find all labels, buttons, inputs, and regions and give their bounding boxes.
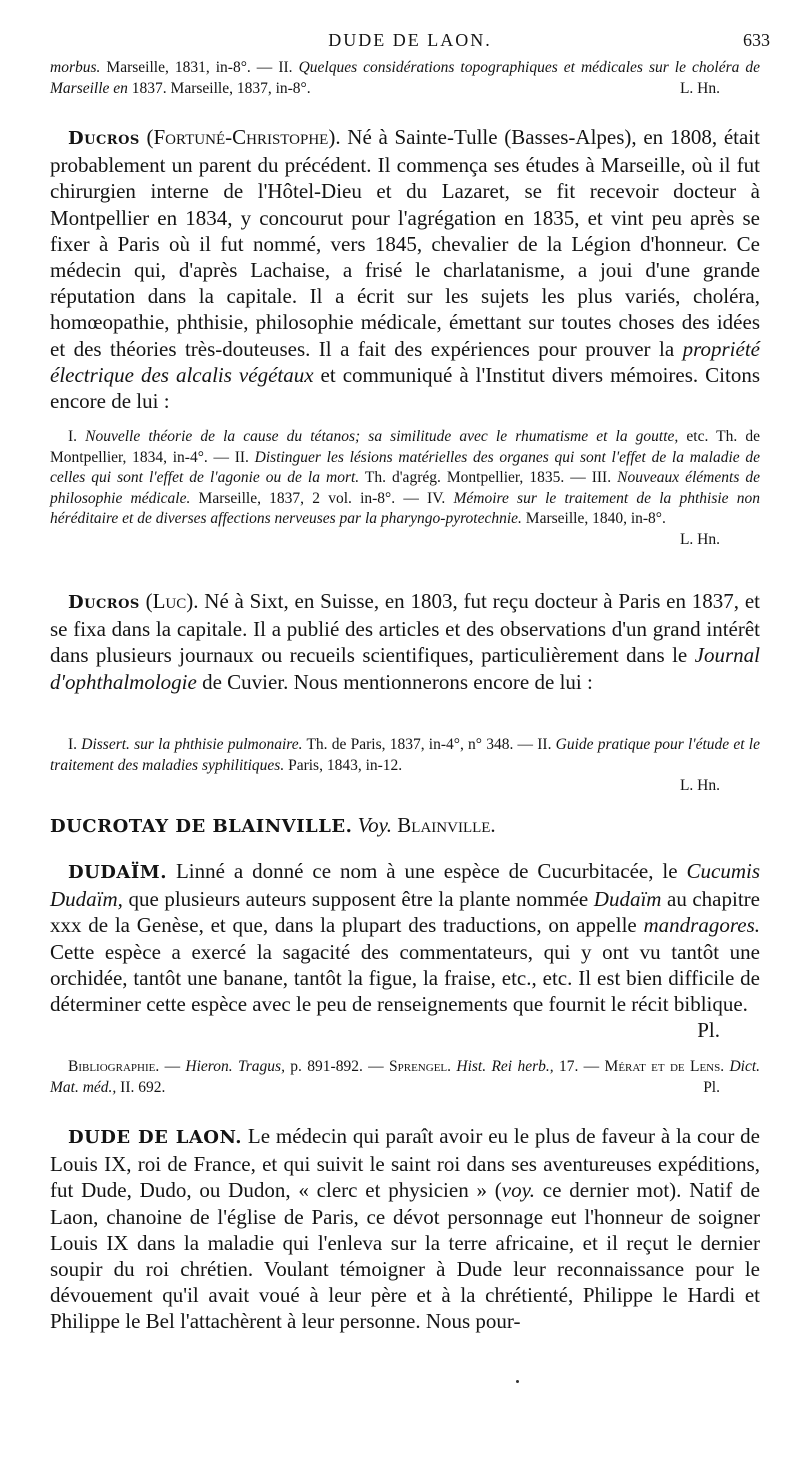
text: I. (68, 736, 82, 753)
text: Marseille, 1837, 2 vol. in-8°. — IV. (190, 489, 454, 507)
entry-headword: Ducros (68, 592, 140, 613)
entry-given-names: (Luc). (139, 589, 199, 613)
bibliography-ducros-fortune-christophe (50, 427, 760, 550)
text: — (159, 1058, 186, 1075)
entry-text: Cette espèce a exercé la sagacité des commentateurs, qui y ont vu tantôt une orchidée, tantôt une banane, tantôt la figue, la fraise, etc., etc. Il est bien difficile de déterminer cette espèce avec le peu de renseignements que fournit le récit biblique. (50, 939, 760, 1017)
cross-reference-target: Blainville. (397, 813, 496, 837)
entry-headword: Ducros (68, 128, 140, 149)
entry-text: Le médecin qui paraît avoir eu le plus de faveur à la cour de Louis IX, roi de France, et qui suivit le saint roi dans ses aventureuses expéditions, fut Dude, Dudo, ou Dudon, « clerc et physicien » ( (50, 1124, 760, 1203)
italic-text: Nouvelle théorie de la cause du tétanos; sa similitude avec le rhumatisme et la goutte, (85, 428, 679, 445)
bibliography-ducros-luc (50, 735, 760, 797)
text: 1837. Marseille, 1837, in-8°. (127, 79, 311, 97)
text: I. (68, 428, 86, 445)
text: Marseille, 1840, in-8°. (521, 510, 666, 527)
entry-text: que plusieurs auteurs supposent être la plante nommée (122, 887, 594, 912)
author-signature: L. Hn. (679, 530, 720, 548)
italic-text: mandragores. (643, 913, 760, 938)
author-signature: L. Hn. (679, 777, 720, 794)
page-number: 633 (743, 30, 770, 50)
continued-bibliography (50, 58, 760, 99)
entry-headword: DUDE DE LAON. (68, 1127, 243, 1148)
entry-text: au chapitre xxx de la Genèse, et que, dans la plupart des traductions, on appelle (50, 887, 760, 938)
entry-ducros-fortune-christophe (50, 124, 760, 414)
italic-text: Hist. Rei herb., (456, 1058, 554, 1075)
italic-text: propriété électrique des alcalis végétaux (50, 336, 760, 387)
text: p. 891-892. — (284, 1058, 390, 1075)
italic-text: Hieron. Tragus, (185, 1058, 285, 1075)
entry-text: de Cuvier. Nous mentionnerons encore de lui : (196, 669, 593, 694)
entry-given-names: (Fortuné-Christophe). (139, 125, 341, 149)
entry-dudaim (50, 858, 760, 1043)
bibliography-label: Bibliographie. (68, 1058, 160, 1075)
author-name: Sprengel. (389, 1058, 452, 1075)
italic-text: Dict. Mat. méd., (50, 1058, 761, 1096)
entry-text: ce dernier mot). Natif de Laon, chanoine de l'église de Paris, ce dévot personnage eut l'honneur de soigner Louis IX dans la maladie qui l'enleva sur la terre africaine, et il reçut le dernier soupir du roi chrétien. Voulant témoigner à Dude leur reconnaissance pour le dévouement qu'il avait voué à leur père et à la chrétienté, Philippe le Hardi et Philippe le Bel l'attachèrent à leur personne. Nous pour- (50, 1178, 760, 1334)
text: Th. de Paris, 1837, in-4°, n° 348. — II. (302, 736, 556, 753)
author-signature: L. Hn. (679, 79, 720, 97)
author-signature: Pl. (703, 1078, 720, 1096)
italic-text: Dissert. sur la phthisie pulmonaire. (81, 736, 303, 753)
entry-ducrotay-de-blainville (50, 812, 760, 840)
text: etc. Th. de Montpellier, 1834, in-4°. — II. (50, 428, 760, 466)
bibliography-dudaim (50, 1057, 760, 1098)
entry-text: Linné a donné ce nom à une espèce de Cucurbitacée, le (167, 859, 687, 883)
entry-headword: DUDAÏM. (68, 862, 167, 883)
italic-text: Cucumis Dudaïm, (50, 859, 760, 912)
italic-text: Nouveaux éléments de philosophie médicale. (50, 469, 760, 507)
text: II. 692. (116, 1078, 166, 1096)
author-signature: Pl. (697, 1018, 720, 1043)
cross-reference-label: Voy. (357, 813, 393, 837)
print-speck (516, 1380, 519, 1383)
italic-text: Dudaïm (593, 887, 662, 912)
italic-text: Guide pratique pour l'étude et le traitement des maladies syphilitiques. (50, 736, 760, 774)
author-name: Mérat et de Lens. (604, 1058, 725, 1075)
text: Th. d'agrég. Montpellier, 1835. — III. (359, 469, 618, 486)
text: Paris, 1843, in-12. (284, 756, 403, 774)
entry-headword: DUCROTAY DE BLAINVILLE. (50, 816, 353, 837)
entry-text: Né à Sixt, en Suisse, en 1803, fut reçu docteur à Paris en 1837, et se fixa dans la capitale. Il a publié des articles et des observations d'un grand intérêt dans plusieurs journaux ou recueils scientifiques, particulièrement dans le (50, 589, 760, 668)
running-head: DUDE DE LAON. (328, 30, 492, 50)
italic-text: Journal d'ophthalmologie (50, 643, 760, 694)
entry-text: et communiqué à l'Institut divers mémoires. Citons encore de lui : (50, 362, 760, 414)
italic-text: Quelques considérations topographiques et médicales sur le choléra de Marseille en (50, 59, 761, 97)
italic-text: Distinguer les lésions matérielles des organes qui sont l'effet de la maladie de celles qui sont l'effet de l'agonie ou de la mort. (50, 448, 760, 486)
page-header (50, 30, 770, 56)
text: Marseille, 1831, in-8°. — II. (100, 59, 299, 76)
text: 17. — (553, 1058, 605, 1075)
italic-text: morbus. (50, 59, 101, 76)
entry-text: Né à Sainte-Tulle (Basses-Alpes), en 1808, était probablement un parent du précédent. Il commença ses études à Marseille, où il fut chirurgien interne de l'Hôtel-Dieu et du Lazaret, se fit recevoir docteur à Montpellier en 1834, y concourut pour l'agrégation en 1835, et vint peu après se fixer à Paris où il fut nommé, vers 1845, chevalier de la Légion d'honneur. Ce médecin qui, d'après Lachaise, a frisé le charlatanisme, a joui d'une grande réputation dans la capitale. Il a écrit sur les sujets les plus variés, choléra, homœopathie, phthisie, philosophie médicale, émettant sur toutes choses des idées et des théories très-douteuses. Il a fait des expériences pour prouver la (50, 125, 760, 361)
entry-dude-de-laon (50, 1123, 760, 1335)
entry-ducros-luc (50, 588, 760, 695)
italic-text: Mémoire sur le traitement de la phthisie non héréditaire et de diverses affections nerveuses par la pharyngo-pyrotechnie. (50, 489, 760, 527)
italic-text: voy. (501, 1178, 536, 1203)
